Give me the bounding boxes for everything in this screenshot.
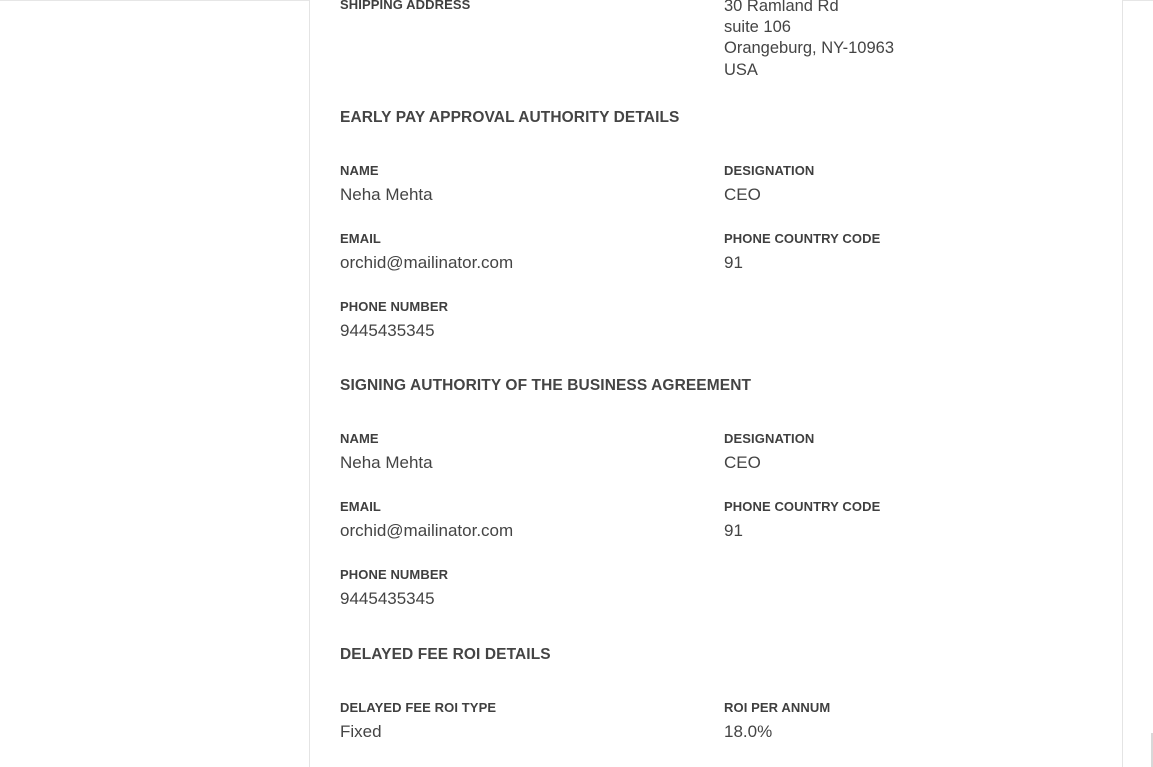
early-pay-phone-number-label: PHONE NUMBER — [340, 299, 449, 314]
signing-email-value: orchid@mailinator.com — [340, 521, 514, 540]
early-pay-phone-country-code-label: PHONE COUNTRY CODE — [724, 231, 881, 246]
delayed-fee-roi-type-value: Fixed — [340, 722, 382, 741]
shipping-address-line-3: Orangeburg, NY-10963 — [724, 39, 895, 57]
signing-phone-country-code-label: PHONE COUNTRY CODE — [724, 499, 881, 514]
signing-designation-value: CEO — [724, 453, 761, 472]
early-pay-designation-value: CEO — [724, 185, 761, 204]
signing-designation-label: DESIGNATION — [724, 431, 815, 446]
signing-phone-country-code-value: 91 — [724, 521, 743, 540]
signing-name-value: Neha Mehta — [340, 453, 433, 472]
signing-section-title: SIGNING AUTHORITY OF THE BUSINESS AGREEMENT — [340, 377, 752, 394]
early-pay-name-label: NAME — [340, 163, 379, 178]
delayed-fee-section-title: DELAYED FEE ROI DETAILS — [340, 646, 551, 663]
early-pay-name-value: Neha Mehta — [340, 185, 433, 204]
delayed-fee-roi-type-label: DELAYED FEE ROI TYPE — [340, 700, 497, 715]
early-pay-email-value: orchid@mailinator.com — [340, 253, 514, 272]
early-pay-designation-label: DESIGNATION — [724, 163, 815, 178]
early-pay-phone-number-value: 9445435345 — [340, 321, 435, 340]
early-pay-email-label: EMAIL — [340, 231, 381, 246]
shipping-address-line-2: suite 106 — [724, 18, 791, 36]
shipping-address-line-1: 30 Ramland Rd — [724, 0, 839, 15]
shipping-address-line-4: USA — [724, 61, 758, 79]
signing-phone-number-value: 9445435345 — [340, 589, 435, 608]
details-card — [309, 0, 1123, 767]
signing-name-label: NAME — [340, 431, 379, 446]
signing-phone-number-label: PHONE NUMBER — [340, 567, 449, 582]
delayed-fee-roi-per-annum-value: 18.0% — [724, 722, 773, 741]
early-pay-phone-country-code-value: 91 — [724, 253, 743, 272]
delayed-fee-roi-per-annum-label: ROI PER ANNUM — [724, 700, 831, 715]
early-pay-section-title: EARLY PAY APPROVAL AUTHORITY DETAILS — [340, 109, 680, 126]
signing-email-label: EMAIL — [340, 499, 381, 514]
shipping-address-label: SHIPPING ADDRESS — [340, 0, 471, 12]
